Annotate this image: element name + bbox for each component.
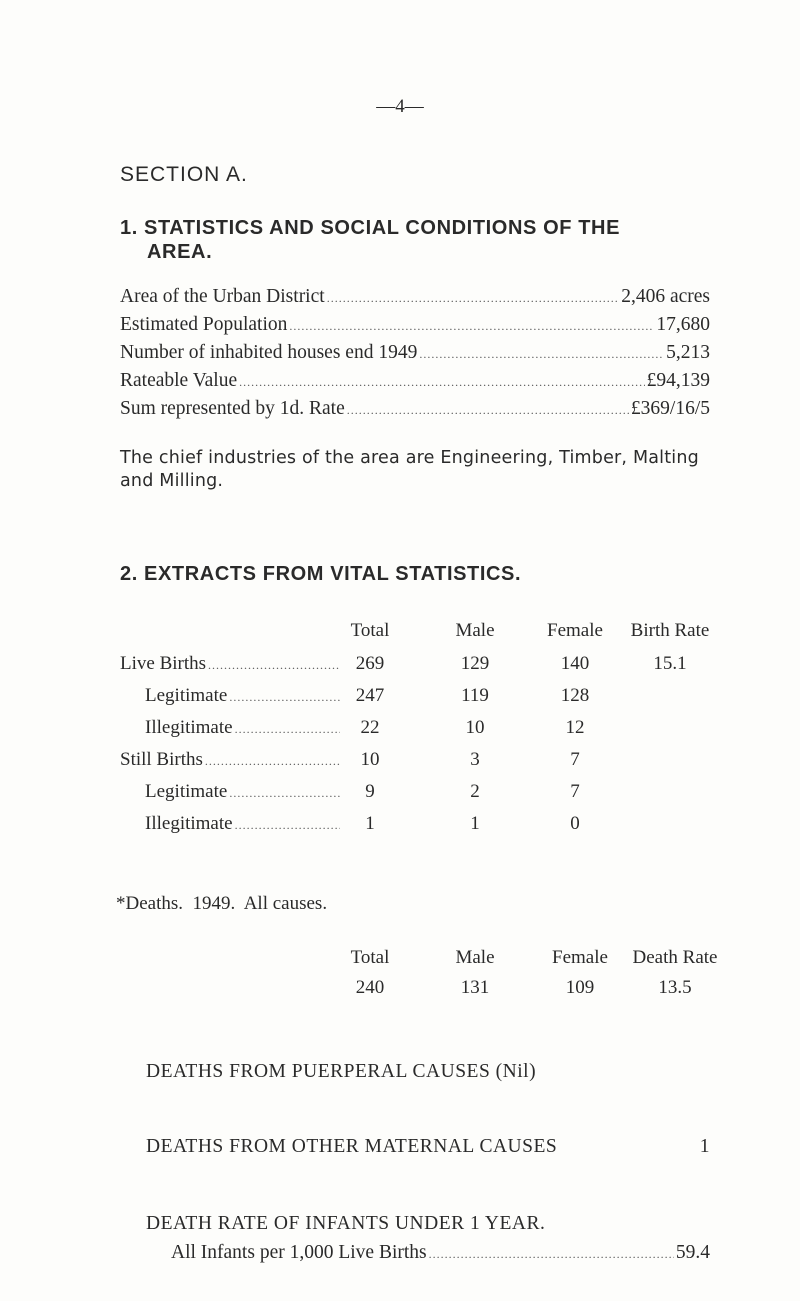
- dot-leader: [429, 1247, 674, 1262]
- stat-label: Number of inhabited houses end 1949: [120, 342, 418, 363]
- stat-row-houses: [120, 342, 710, 364]
- table-cell-female: 7: [570, 781, 580, 802]
- table-cell-female: 7: [570, 749, 580, 770]
- deaths-female: 109: [565, 977, 595, 998]
- dot-leader: [239, 375, 644, 390]
- vital-statistics-heading: 2. EXTRACTS FROM VITAL STATISTICS.: [120, 563, 522, 585]
- table-cell-male: 1: [470, 813, 480, 834]
- puerperal-deaths: DEATHS FROM PUERPERAL CAUSES (Nil): [146, 1061, 537, 1082]
- table-cell-total: 247: [355, 685, 385, 706]
- table-cell-total: 269: [355, 653, 385, 674]
- deaths-header-male: Male: [455, 947, 495, 968]
- infant-death-rate-label: All Infants per 1,000 Live Births: [171, 1242, 427, 1263]
- statistics-heading-line1: 1. STATISTICS AND SOCIAL CONDITIONS OF THE: [120, 217, 621, 239]
- table-cell-total: 9: [365, 781, 375, 802]
- table-cell-total: 22: [360, 717, 380, 738]
- deaths-rate: 13.5: [658, 977, 692, 998]
- table-cell-male: 2: [470, 781, 480, 802]
- stat-row-penny-rate: [120, 398, 710, 420]
- table-row-label: Still Births .....: [120, 749, 342, 771]
- dot-leader: [208, 658, 340, 673]
- table-cell-male: 10: [465, 717, 485, 738]
- table-row-label: Live Births .....: [120, 653, 342, 675]
- table-cell-male: 119: [461, 685, 489, 706]
- dot-leader: [235, 818, 340, 833]
- births-header-male: Male: [455, 620, 495, 641]
- stat-label: Rateable Value: [120, 370, 238, 391]
- industries-paragraph: The chief industries of the area are Engineering, Timber, Malting and Milling.: [120, 448, 699, 491]
- stat-label: Sum represented by 1d. Rate: [120, 398, 345, 419]
- table-row-label: Legitimate .....: [145, 685, 342, 707]
- deaths-total: 240: [355, 977, 385, 998]
- table-cell-female: 140: [560, 653, 590, 674]
- dot-leader: [229, 690, 340, 705]
- page-number: —4—: [376, 96, 424, 117]
- dot-leader: [205, 754, 340, 769]
- deaths-header-death-rate: Death Rate: [632, 947, 718, 968]
- stat-value: 2,406 acres: [621, 286, 710, 307]
- statistics-heading-line2: AREA.: [147, 241, 213, 263]
- table-cell-male: 3: [470, 749, 480, 770]
- infant-death-rate-value: 59.4: [675, 1242, 710, 1263]
- stat-value: £94,139: [646, 370, 710, 391]
- table-cell-total: 1: [365, 813, 375, 834]
- deaths-male: 131: [460, 977, 490, 998]
- table-cell-total: 10: [360, 749, 380, 770]
- births-header-total: Total: [350, 620, 390, 641]
- stat-row-area: [120, 286, 710, 308]
- infant-death-rate-row: [171, 1242, 710, 1264]
- deaths-header-female: Female: [552, 947, 608, 968]
- table-cell-female: 0: [570, 813, 580, 834]
- statistics-heading: [120, 216, 720, 264]
- section-heading: SECTION A.: [120, 163, 248, 186]
- deaths-header-total: Total: [350, 947, 390, 968]
- deaths-heading: *Deaths. 1949. All causes.: [116, 893, 328, 914]
- births-header-birth-rate: Birth Rate: [630, 620, 710, 641]
- table-cell-male: 129: [460, 653, 490, 674]
- dot-leader: [419, 347, 664, 362]
- births-header-female: Female: [547, 620, 603, 641]
- table-cell-rate: 15.1: [653, 653, 687, 674]
- stat-row-population: [120, 314, 710, 336]
- maternal-deaths-label: DEATHS FROM OTHER MATERNAL CAUSES: [146, 1136, 558, 1157]
- table-row-label: Illegitimate .....: [145, 717, 342, 739]
- stat-label: Area of the Urban District: [120, 286, 325, 307]
- stat-value: 5,213: [666, 342, 710, 363]
- dot-leader: [289, 319, 654, 334]
- dot-leader: [347, 403, 629, 418]
- table-row-label: Legitimate .....: [145, 781, 342, 803]
- stat-value: 17,680: [656, 314, 710, 335]
- dot-leader: [327, 291, 620, 306]
- table-row-label: Illegitimate .....: [145, 813, 342, 835]
- infant-death-rate-heading: DEATH RATE OF INFANTS UNDER 1 YEAR.: [146, 1213, 546, 1234]
- stat-label: Estimated Population: [120, 314, 288, 335]
- maternal-deaths-value: 1: [699, 1136, 710, 1157]
- stat-row-rateable-value: [120, 370, 710, 392]
- dot-leader: [235, 722, 340, 737]
- table-cell-female: 12: [565, 717, 585, 738]
- table-cell-female: 128: [560, 685, 590, 706]
- dot-leader: [229, 786, 340, 801]
- stat-value: £369/16/5: [630, 398, 710, 419]
